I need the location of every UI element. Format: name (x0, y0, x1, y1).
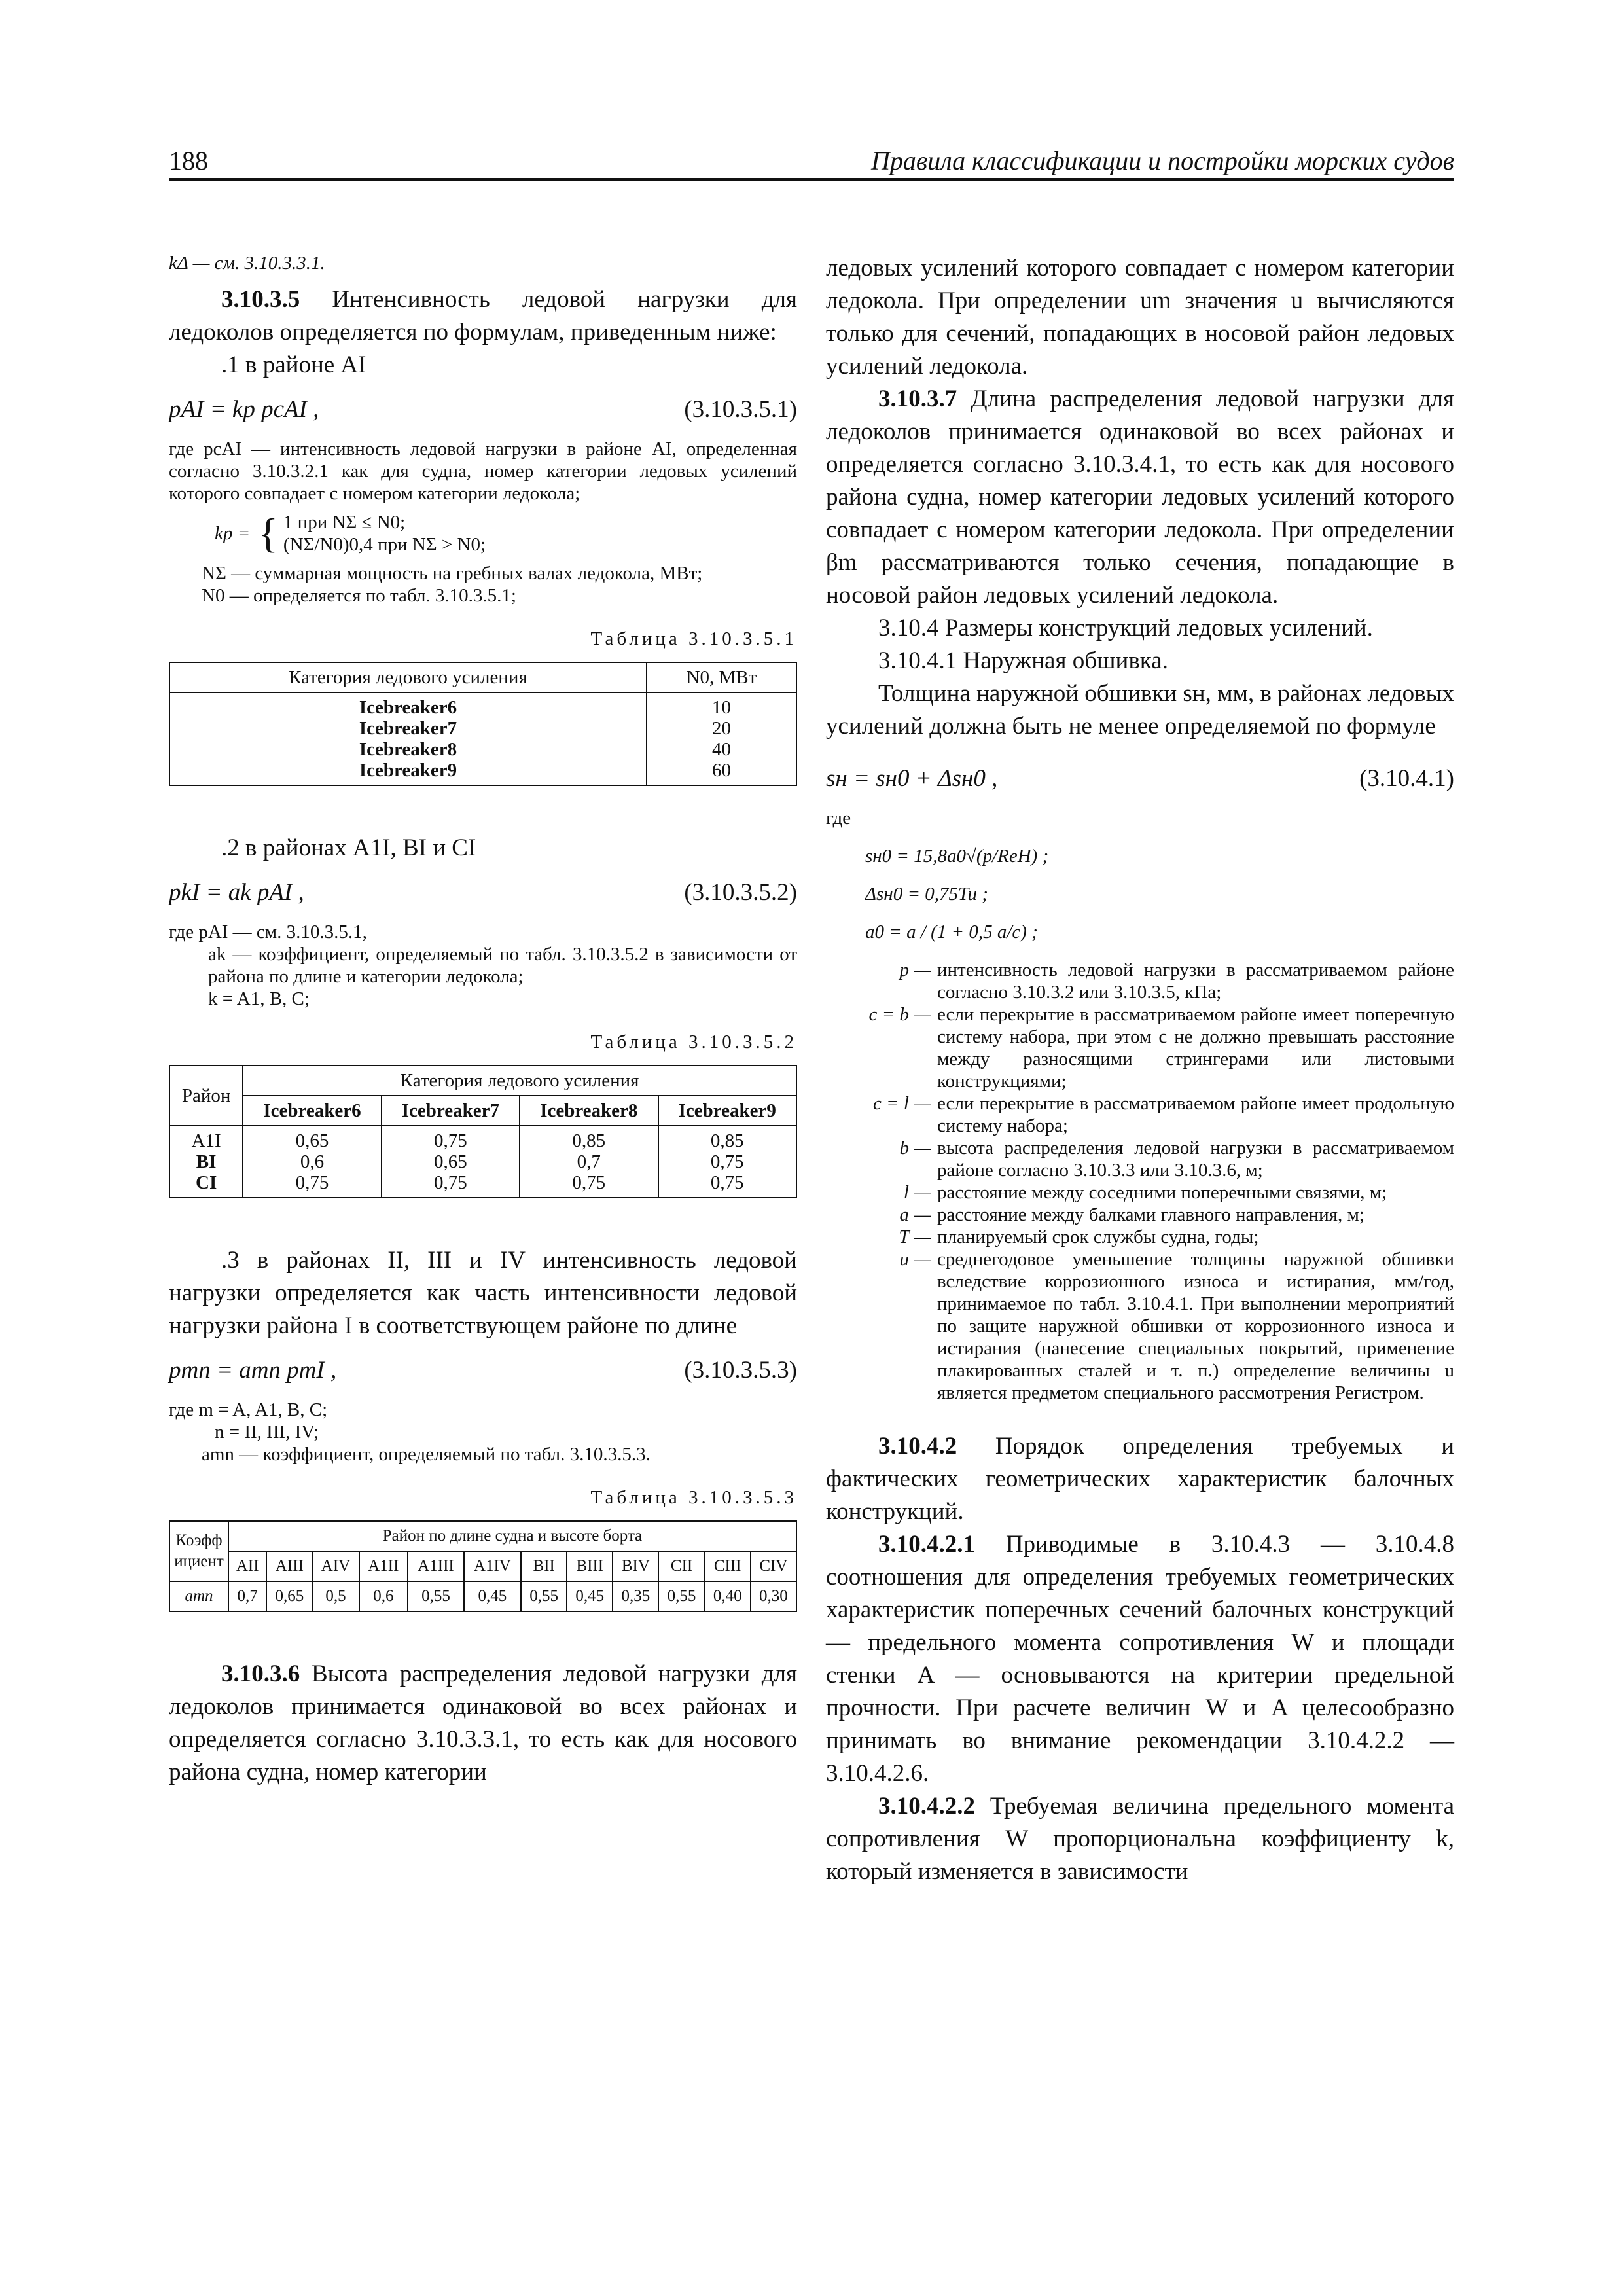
header-rule (169, 178, 1454, 181)
formula-3-10-3-5-3: pmn = amn pmI , (3.10.3.5.3) (169, 1357, 797, 1384)
list-item: b — высота распределения ледовой нагрузки в рассматриваемом районе согласно 3.10.3.3 или 3.10.3.6, м; (899, 1138, 1454, 1181)
page-number: 188 (169, 146, 208, 175)
list-item: a — расстояние между балками главного направления, м; (899, 1204, 1364, 1225)
para-3-10-4-2-2: 3.10.4.2.2 Требуемая величина предельного момента сопротивления W пропорциональна коэффициенту k, который изменяется в зависимости (826, 1793, 1455, 1885)
table-row: A1I BI CI 0,65 0,6 0,75 0,75 0,65 0,75 0,85 0,7 0,75 0,85 0,75 0,75 (169, 1126, 796, 1198)
f1-where: где pcAI — интенсивность ледовой нагрузки в районе AI, определенная согласно 3.10.3.2.1 как для судна, номер категории ледовых усилений которого совпадает с номером категории ледокола; (169, 439, 797, 504)
table-3-10-3-5-3: Коэффициент Район по длине судна и высоте борта AII AIII AIV A1II A1III A1IV BII BIII BIV CII CIII CIV amn 0,7 0,65 0,5 0,6 0,55 0,45 0,55 0,45 0,35 0,55 0,40 0,30 (169, 1520, 797, 1612)
right-column (826, 252, 1454, 1888)
para-3-10-4-2: 3.10.4.2 Порядок определения требуемых и фактических геометрических характеристик балочных конструкций. (826, 1433, 1454, 1525)
f2-where-1: где pAI — см. 3.10.3.5.1, (169, 922, 367, 942)
list-item: c = b — если перекрытие в рассматриваемом районе имеет поперечную систему набора, при этом c не должно превышать расстояние между разносящими стрингерами или листовыми конструкциями; (868, 1004, 1454, 1092)
formula-3-10-3-5-2: pkI = ak pAI , (3.10.3.5.2) (169, 879, 797, 906)
table1-caption: Таблица 3.10.3.5.1 (590, 628, 797, 649)
heading-3-10-4: 3.10.4 Размеры конструкций ледовых усилений. (878, 615, 1373, 641)
f2-where-3: k = A1, B, C; (208, 988, 310, 1009)
f3-where-2: n = II, III, IV; (215, 1422, 319, 1443)
formula-3-10-4-1: sн = sн0 + Δsн0 , (3.10.4.1) (826, 765, 1454, 792)
formula-dsn0: Δsн0 = 0,75Tu ; (865, 884, 988, 905)
table3-caption: Таблица 3.10.3.5.3 (590, 1487, 797, 1508)
left-column (169, 252, 797, 1789)
formula-sn0: sн0 = 15,8a0√(p/ReH) ; (865, 846, 1049, 867)
table-row: Icebreaker6 Icebreaker7 Icebreaker8 Icebreaker9 10 20 40 60 (169, 692, 796, 785)
para-thickness: Толщина наружной обшивки sн, мм, в районах ледовых усилений должна быть не менее определяемой по формуле (826, 680, 1454, 740)
list-item: c = l — если перекрытие в рассматриваемом районе имеет продольную систему набора; (872, 1093, 1454, 1136)
heading-3-10-4-1: 3.10.4.1 Наружная обшивка. (878, 647, 1168, 674)
para-3-10-4-2-1: 3.10.4.2.1 Приводимые в 3.10.4.3 — 3.10.4.8 соотношения для определения требуемых геометрических характеристик поперечных сечений балочных конструкций — предельного момента сопротивления W и площади стенки A — основываются на критерии предельной прочности. При расчете величин W и A целесообразно принимать во внимание рекомендации 3.10.4.2.2 — 3.10.4.2.6. (826, 1531, 1455, 1787)
para-continuation: ледовых усилений которого совпадает с номером категории ледокола. При определении um значения u вычисляются только для сечений, попадающих в носовой район ледовых усилений ледокола. (826, 255, 1454, 380)
formula-3-10-3-5-1: pAI = kp pcAI , (3.10.3.5.1) (169, 396, 797, 423)
f3-where-3: amn — коэффициент, определяемый по табл. 3.10.3.5.3. (202, 1444, 651, 1465)
item-3: .3 в районах II, III и IV интенсивность ледовой нагрузки определяется как часть интенсивности ледовой нагрузки района I в соответствующем районе по длине (169, 1247, 797, 1339)
list-item: p — интенсивность ледовой нагрузки в рассматриваемом районе согласно 3.10.3.2 или 3.10.3.5, кПа; (899, 960, 1454, 1003)
nsum-def: NΣ — суммарная мощность на гребных валах ледокола, МВт; (202, 563, 703, 584)
list-item: T — планируемый срок службы судна, годы; (899, 1227, 1259, 1247)
item-1: .1 в районе AI (221, 351, 366, 378)
kp-definition: kp = { 1 при NΣ ≤ N0; (NΣ/N0)0,4 при NΣ > N0; (215, 510, 486, 556)
t1-head: Категория ледового усиления (169, 662, 647, 692)
table-3-10-3-5-1 (169, 662, 797, 786)
para-3-10-3-5: 3.10.3.5 Интенсивность ледовой нагрузки для ледоколов определяется по формулам, приведенным ниже: (169, 286, 797, 346)
t1-head: N0, МВт (647, 662, 796, 692)
running-title: Правила классификации и постройки морских судов (870, 146, 1454, 175)
kdelta-note: kΔ — см. 3.10.3.3.1. (169, 253, 325, 274)
list-item: l — расстояние между соседними поперечными связями, м; (903, 1182, 1387, 1203)
table-row: amn 0,7 0,65 0,5 0,6 0,55 0,45 0,55 0,45 0,35 0,55 0,40 0,30 (169, 1581, 796, 1611)
para-3-10-3-6: 3.10.3.6 Высота распределения ледовой нагрузки для ледоколов принимается одинаковой во всех районах и определяется согласно 3.10.3.3.1, то есть как для носового района судна, номер категории (169, 1660, 798, 1785)
table2-caption: Таблица 3.10.3.5.2 (590, 1031, 797, 1052)
f3-where-1: где m = A, A1, B, C; (169, 1399, 328, 1420)
n0-def: N0 — определяется по табл. 3.10.3.5.1; (202, 585, 516, 606)
table-3-10-3-5-2: Район Категория ледового усиления Icebreaker6 Icebreaker7 Icebreaker8 Icebreaker9 A1I BI CI 0,65 0,6 0,75 0,75 0,65 0,75 0,85 0,7 0,75 0,85 0,75 0,75 (169, 1065, 797, 1198)
where-label: где (826, 808, 851, 829)
para-3-10-3-7: 3.10.3.7 Длина распределения ледовой нагрузки для ледоколов принимается одинаковой во всех районах и определяется согласно 3.10.3.4.1, то есть как для носового района судна, номер категории ледовых усилений которого совпадает с номером категории ледокола. При определении βm рассматриваются только сечения, попадающие в носовой район ледовых усилений ледокола. (826, 386, 1454, 609)
item-2: .2 в районах A1I, BI и CI (221, 834, 476, 861)
f2-where-2: ak — коэффициент, определяемый по табл. 3.10.3.5.2 в зависимости от района по длине и категории ледокола; (208, 944, 797, 987)
definitions-list (826, 959, 1454, 1404)
list-item: u — среднегодовое уменьшение толщины наружной обшивки вследствие коррозионного износа и истирания, мм/год, принимаемое по табл. 3.10.4.1. При выполнении мероприятий по защите наружной обшивки от коррозионного износа и истирания (нанесение специальных покрытий, применение плакированных сталей и т. п.) определение величины u является предметом специального рассмотрения Регистром. (899, 1249, 1454, 1403)
formula-a0: a0 = a / (1 + 0,5 a/c) ; (865, 922, 1038, 942)
